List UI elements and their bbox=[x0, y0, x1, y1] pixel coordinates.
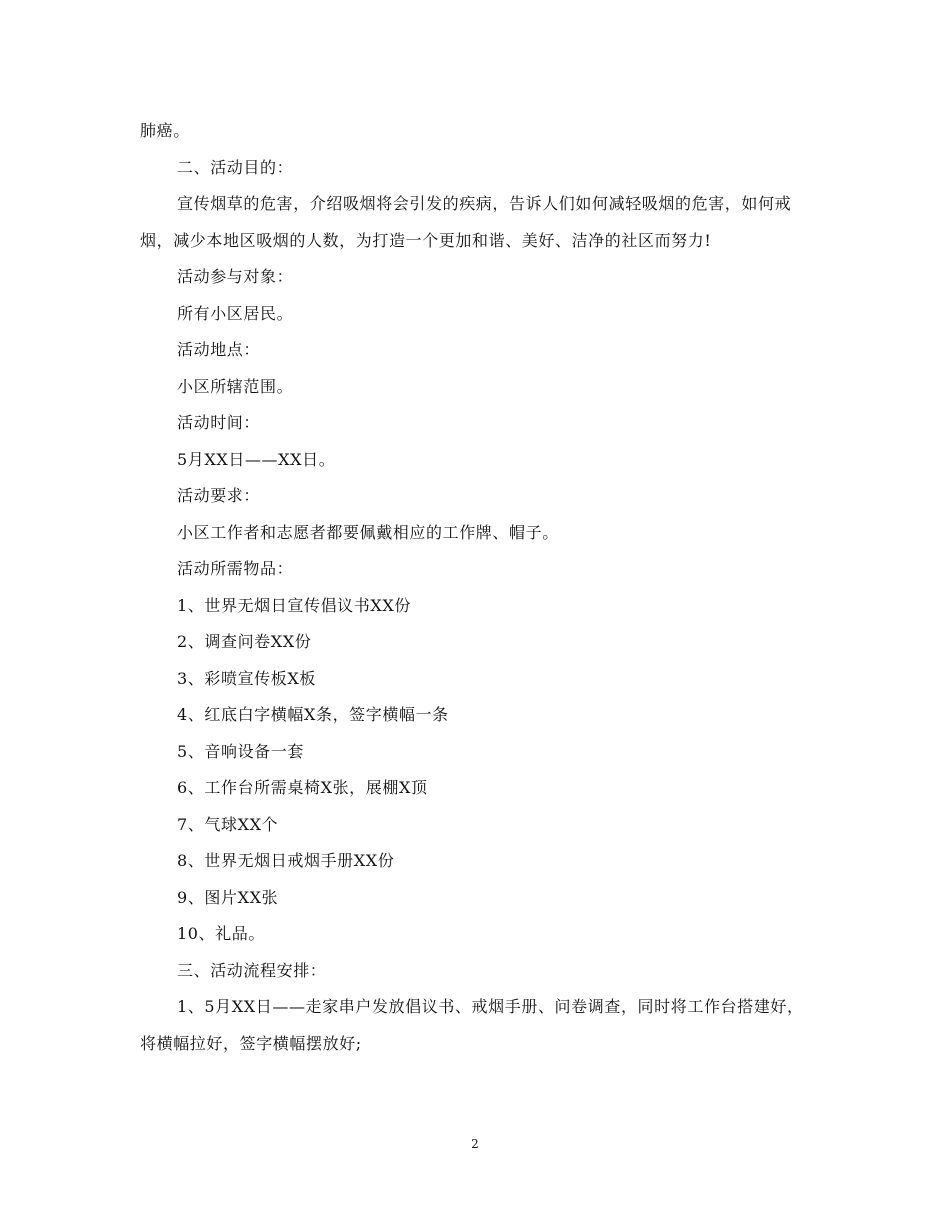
list-item: 8、世界无烟日戒烟手册XX份 bbox=[177, 851, 395, 870]
document-body bbox=[140, 113, 810, 1062]
value-time: 5月XX日——XX日。 bbox=[177, 449, 336, 469]
heading-activity-purpose: 二、活动目的： bbox=[177, 157, 294, 177]
label-location: 活动地点： bbox=[177, 340, 261, 359]
label-time: 活动时间： bbox=[177, 413, 261, 432]
paragraph-schedule-step-1: 1、5月XX日——走家串户发放倡议书、戒烟手册、问卷调查，同时将工作台搭建好，将横幅拉好，签字横幅摆放好; bbox=[140, 997, 804, 1053]
list-item: 7、气球XX个 bbox=[177, 814, 279, 834]
list-item: 4、红底白字横幅X条，签字横幅一条 bbox=[177, 705, 449, 724]
list-item: 9、图片XX张 bbox=[177, 887, 279, 907]
paragraph-lung-cancer: 肺癌。 bbox=[140, 121, 190, 140]
list-item: 3、彩喷宣传板X板 bbox=[177, 668, 316, 688]
list-item: 6、工作台所需桌椅X张，展棚X顶 bbox=[177, 778, 428, 797]
list-item: 10、礼品。 bbox=[177, 924, 265, 943]
value-requirements: 小区工作者和志愿者都要佩戴相应的工作牌、帽子。 bbox=[177, 522, 559, 542]
heading-activity-schedule: 三、活动流程安排： bbox=[177, 960, 327, 980]
value-location: 小区所辖范围。 bbox=[177, 376, 294, 396]
label-participants: 活动参与对象： bbox=[177, 267, 294, 286]
label-materials: 活动所需物品： bbox=[177, 559, 294, 578]
value-participants: 所有小区居民。 bbox=[177, 303, 294, 323]
page-number: 2 bbox=[471, 1137, 479, 1151]
label-requirements: 活动要求： bbox=[177, 486, 261, 505]
paragraph-purpose-description: 宣传烟草的危害，介绍吸烟将会引发的疾病，告诉人们如何减轻吸烟的危害，如何戒烟，减少本地区吸烟的人数，为打造一个更加和谐、美好、洁净的社区而努力! bbox=[140, 194, 792, 250]
list-item: 2、调查问卷XX份 bbox=[177, 632, 312, 651]
list-item: 1、世界无烟日宣传倡议书XX份 bbox=[177, 595, 411, 615]
list-item: 5、音响设备一套 bbox=[177, 741, 304, 761]
